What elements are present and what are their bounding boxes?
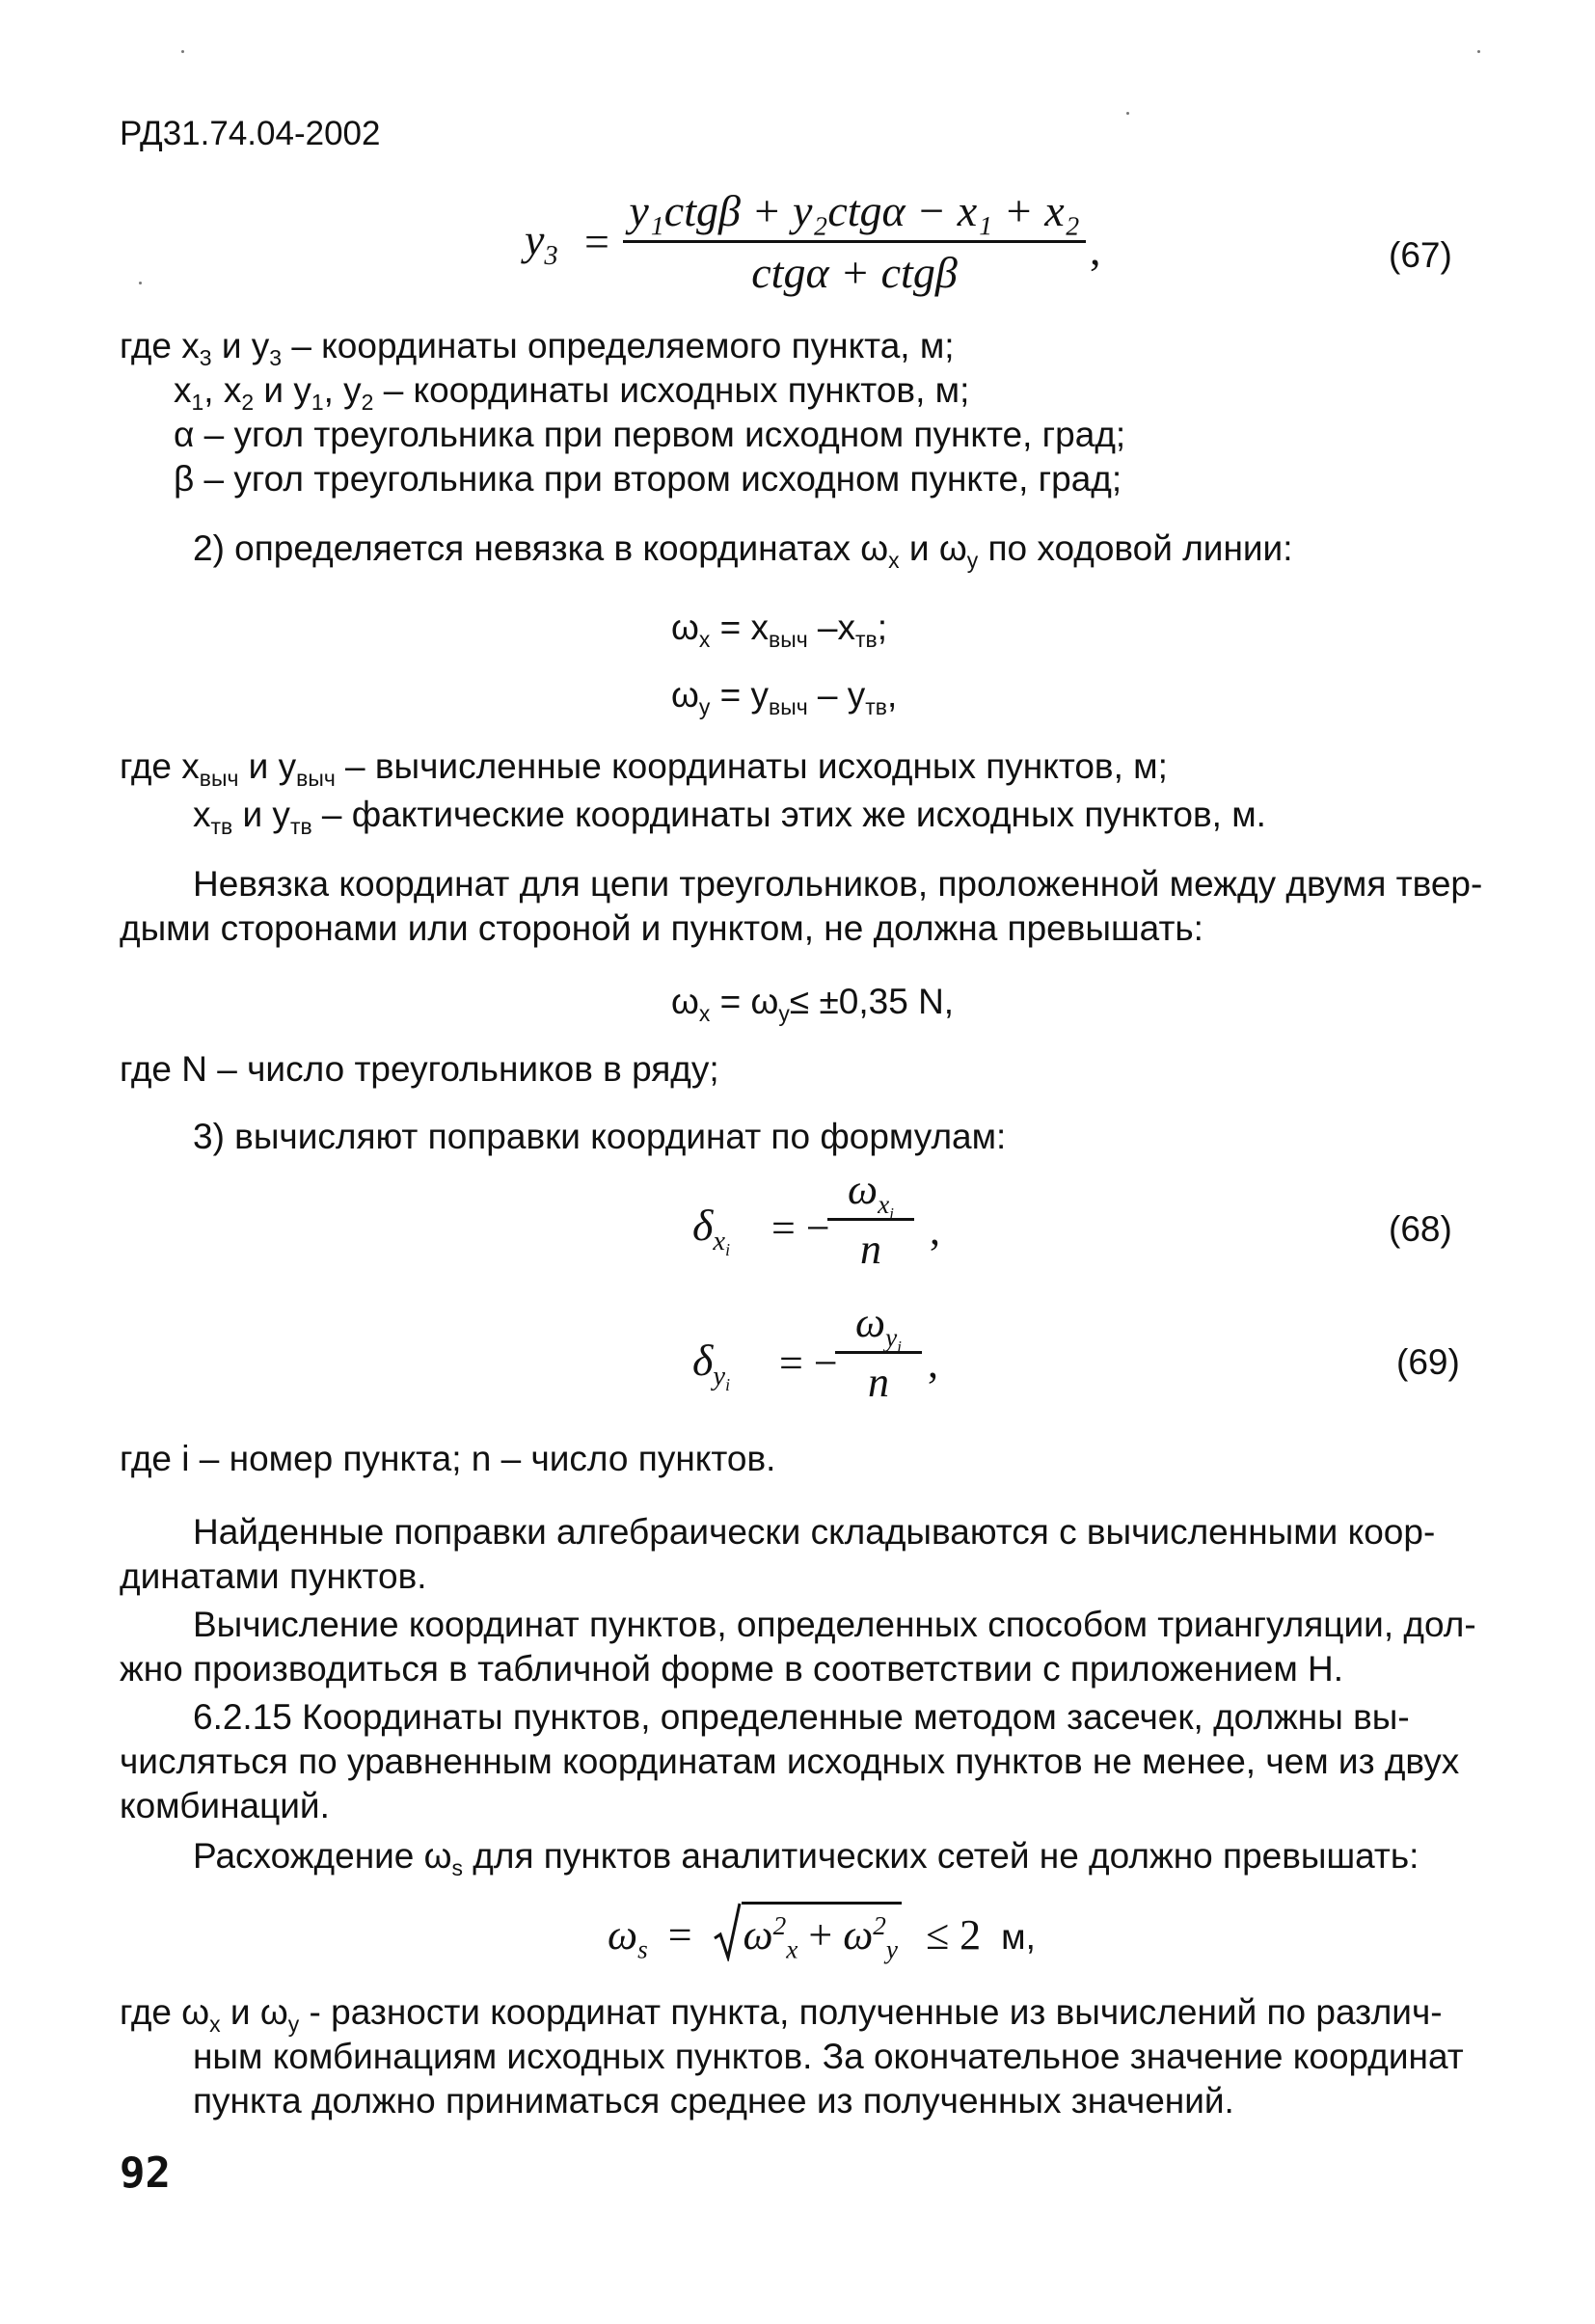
scan-speck [139,282,142,284]
where-line: пункта должно приниматься среднее из полученных значений. [193,2081,1234,2121]
eq69-equals: = − [779,1339,838,1387]
paragraph-line: динатами пунктов. [120,1556,427,1596]
fraction-bar [623,240,1086,243]
eq67-equals: = [584,217,609,266]
fraction-bar [835,1351,922,1354]
eq69-fraction: $\omega_{y_i}$ n [835,1298,922,1407]
paragraph-line: жно производиться в табличной форме в соответствии с приложением Н. [120,1649,1344,1689]
paragraph-line: Невязка координат для цепи треугольников, проложенной между двумя твер- [193,864,1483,904]
eq68-number: (68) [1389,1209,1452,1249]
eq68-fraction: $\omega_{x_i}$ n [827,1165,914,1274]
paragraph-line: дыми сторонами или стороной и пунктом, не должна превышать: [120,908,1203,948]
eq69-number: (69) [1396,1342,1460,1382]
eq69-comma: , [928,1339,938,1387]
where-line: где i – номер пункта; n – число пунктов. [120,1439,776,1478]
eq67-fraction [623,185,1086,298]
step-3: 3) вычисляют поправки координат по формулам: [193,1117,1007,1156]
eq-omega-s: $\omega_s = \omega^2_x + \omega^2_y \le 2$ м, [608,1902,1036,1969]
eq67-number: (67) [1389,235,1452,275]
eq-limit: $\omega_x = \omega_y\le \pm 0,35$ N, [671,982,955,1027]
scan-speck [1126,112,1129,115]
where-line: где N – число треугольников в ряду; [120,1049,719,1089]
step-2: 2) определяется невязка в координатах $\omega_x$ и $\omega_y$ по ходовой линии: [193,528,1293,574]
scan-speck [181,50,184,53]
where-line: $x_{тв}$ и $y_{тв}$ – фактические координаты этих же исходных пунктов, м. [193,795,1266,840]
paragraph-line: Расхождение $\omega_s$ для пунктов аналитических сетей не должно превышать: [193,1836,1419,1881]
fraction-bar [827,1218,914,1221]
scan-speck [1477,50,1480,53]
paragraph-line: 6.2.15 Координаты пунктов, определенные методом засечек, должны вы- [193,1697,1410,1737]
page-number: 92 [120,2148,171,2198]
eq-omega-y: $\omega_y = y_{выч} - y_{тв}$, [671,675,898,720]
where-line: β – угол треугольника при втором исходном пункте, град; [174,459,1122,499]
eq69-lhs: $\delta_{y_i}$ [692,1336,730,1395]
eq68-lhs: $\delta_{x_i}$ [692,1201,730,1260]
eq67-comma: , [1090,225,1101,274]
paragraph-line: Вычисление координат пунктов, определенных способом триангуляции, дол- [193,1605,1476,1644]
sqrt-sign [713,1902,742,1961]
where-line: где $x_{выч}$ и $y_{выч}$ – вычисленные координаты исходных пунктов, м; [120,746,1168,792]
where-line: где $x_3$ и $y_3$ – координаты определяемого пункта, м; [120,326,955,371]
where-line: $x_1$, $x_2$ и $y_1$, $y_2$ – координаты исходных пунктов, м; [174,370,970,416]
eq-omega-x: $\omega_x = x_{выч}$ $-x_{тв}$; [671,608,887,653]
paragraph-line: комбинаций. [120,1786,330,1825]
paragraph-line: Найденные поправки алгебраически складываются с вычисленными коор- [193,1512,1436,1552]
where-line: α – угол треугольника при первом исходном пункте, град; [174,415,1126,454]
eq68-comma: , [930,1206,940,1254]
where-line: ным комбинациям исходных пунктов. За окончательное значение координат [193,2037,1464,2076]
paragraph-line: числяться по уравненным координатам исходных пунктов не менее, чем из двух [120,1742,1460,1781]
where-line: где $\omega_x$ и $\omega_y$ - разности координат пункта, полученные из вычислений по различ- [120,1992,1443,2038]
eq67-denominator: ctgα + ctgβ [751,248,958,297]
eq67-lhs: $y_3$ [525,215,558,271]
eq67-numerator: y₁ctgβ + y₂ctgα − x₁ + x₂ [629,186,1080,235]
eq68-equals: = − [771,1204,830,1252]
document-code: РД31.74.04-2002 [120,115,381,152]
